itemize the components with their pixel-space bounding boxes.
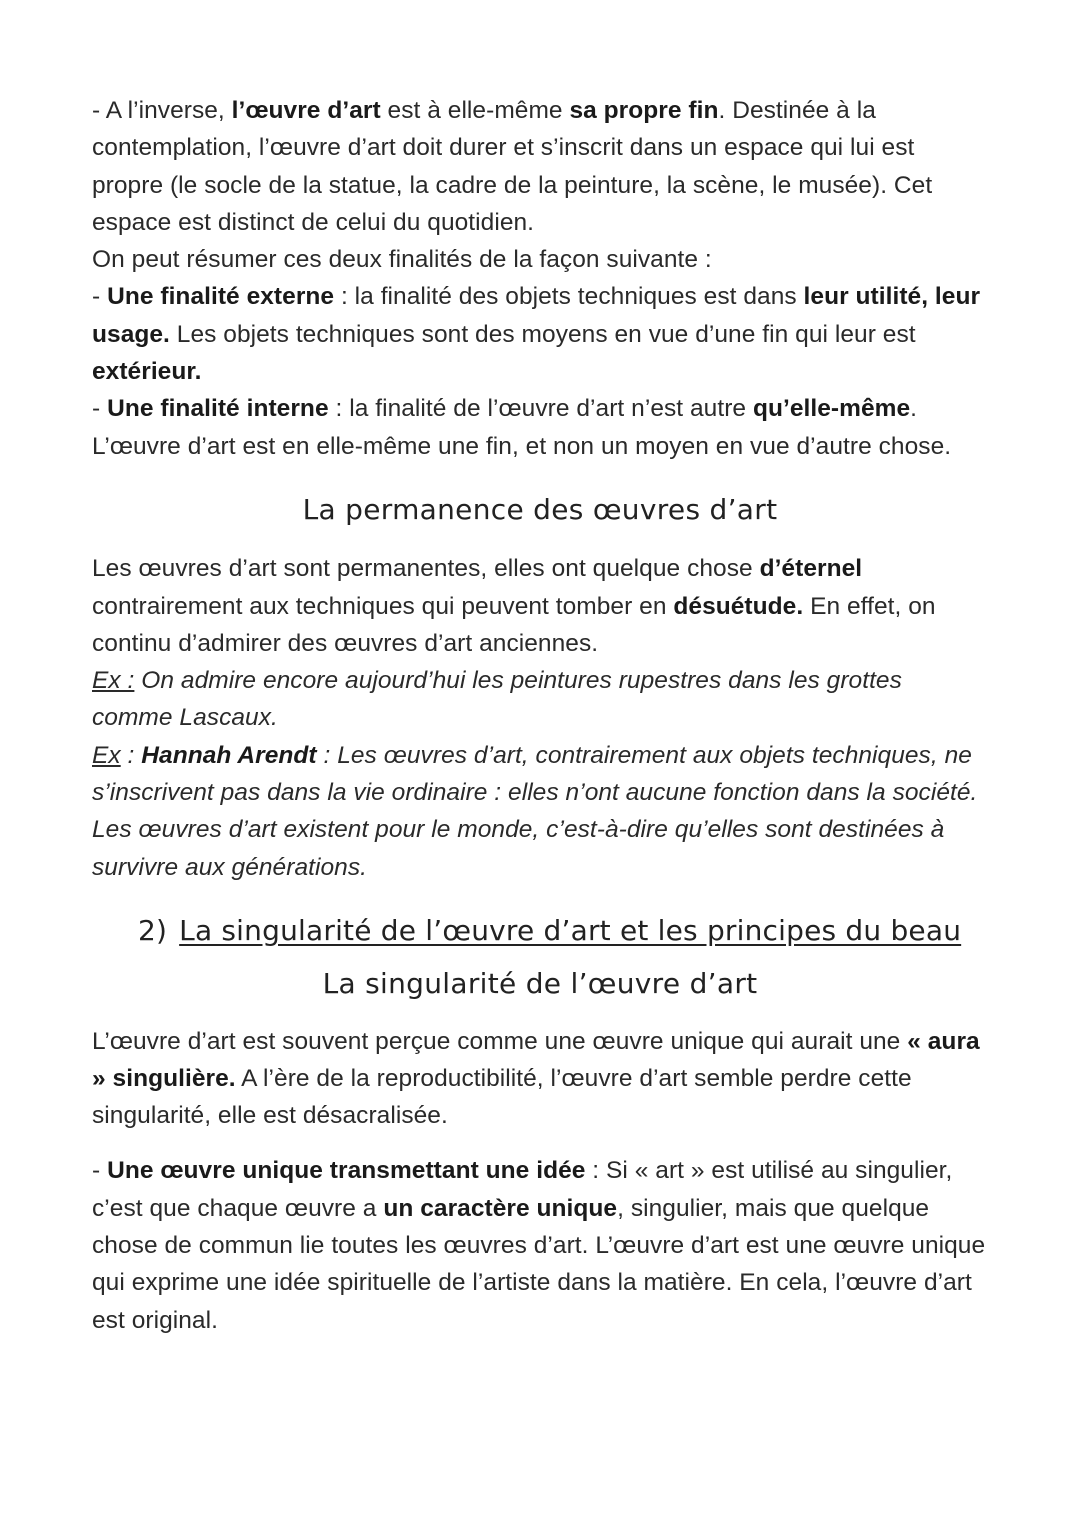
text: En effet, on continu d’admirer des œuvres d’art anciennes. bbox=[92, 592, 936, 657]
text: Les œuvres d’art sont permanentes, elles ont quelque chose bbox=[92, 555, 760, 583]
section-number: 2) bbox=[138, 913, 168, 947]
text: - bbox=[92, 395, 108, 423]
section-title: La singularité de l’œuvre d’art et les principes du beau bbox=[179, 913, 962, 947]
text: Les objets techniques sont des moyens en vue d’une fin qui leur est bbox=[169, 320, 916, 348]
text: : Si « art » est utilisé au singulier, c’est que chaque œuvre a bbox=[92, 1157, 953, 1222]
bold-term: un caractère unique bbox=[383, 1194, 618, 1222]
author-name: Hannah Arendt bbox=[141, 741, 317, 769]
text: - bbox=[92, 283, 108, 311]
paragraph-resume bbox=[92, 241, 988, 278]
paragraph-singularite bbox=[92, 1023, 988, 1135]
text: : la finalité de l’œuvre d’art n’est autre bbox=[328, 395, 753, 423]
bold-term: Une finalité externe bbox=[107, 283, 335, 311]
text: , singulier, mais que quelque chose de commun lie toutes les œuvres d’art. L’œuvre d’art est une œuvre unique qui exprime une idée spirituelle de l’artiste dans la matière. En cela, l’œuvre d’art est original. bbox=[92, 1194, 986, 1334]
bold-term: d’éternel bbox=[759, 555, 863, 583]
paragraph-permanence bbox=[92, 550, 988, 662]
text: On peut résumer ces deux finalités de la façon suivante : bbox=[92, 246, 712, 274]
bold-term: l’œuvre d’art bbox=[231, 97, 381, 124]
bold-term: qu’elle-même bbox=[752, 395, 911, 423]
bold-term: leur utilité, leur usage. bbox=[92, 283, 981, 348]
example-label: Ex bbox=[92, 741, 121, 769]
text: - bbox=[92, 1157, 108, 1185]
text: L’œuvre d’art est souvent perçue comme une œuvre unique qui aurait une bbox=[92, 1027, 908, 1055]
paragraph-oeuvre-fin bbox=[92, 92, 988, 241]
bold-term: désuétude. bbox=[673, 592, 804, 620]
text: On admire encore aujourd’hui les peintures rupestres dans les grottes comme Lascaux. bbox=[92, 667, 902, 732]
heading-singularite: La singularité de l’œuvre d’art bbox=[322, 967, 758, 1001]
bold-term: « aura » singulière. bbox=[92, 1027, 980, 1092]
bold-term: Une œuvre unique transmettant une idée bbox=[107, 1157, 586, 1185]
heading-permanence: La permanence des œuvres d’art bbox=[302, 492, 778, 526]
section-2-title bbox=[138, 912, 988, 949]
paragraph-finalite-interne bbox=[92, 390, 988, 465]
example-label: Ex : bbox=[92, 667, 135, 695]
paragraph-finalite-externe bbox=[92, 278, 988, 390]
paragraph-oeuvre-unique bbox=[92, 1152, 988, 1338]
example-lascaux bbox=[92, 662, 988, 737]
bold-term: Une finalité interne bbox=[107, 395, 329, 423]
text: A l’ère de la reproductibilité, l’œuvre d’art semble perdre cette singularité, elle est désacralisée. bbox=[92, 1064, 912, 1130]
text: est à elle-même bbox=[380, 97, 570, 124]
example-arendt bbox=[92, 737, 988, 886]
text: - A l’inverse, bbox=[92, 97, 232, 124]
text: : bbox=[120, 741, 142, 769]
text: : Les œuvres d’art, contrairement aux objets techniques, ne s’inscrivent pas dans la vie ordinaire : elles n’ont aucune fonction dans la société. Les œuvres d’art existent pour le monde, c’est-à-dire qu’elles sont destinées à survivre aux générations. bbox=[92, 741, 978, 881]
text: . L’œuvre d’art est en elle-même une fin, et non un moyen en vue d’autre chose. bbox=[92, 395, 952, 460]
text: contrairement aux techniques qui peuvent tomber en bbox=[92, 592, 674, 620]
text: . Destinée à la contemplation, l’œuvre d’art doit durer et s’inscrit dans un espace qui lui est propre (le socle de la statue, la cadre de la peinture, la scène, le musée). Cet espace est distinct de celui du quotidien. bbox=[92, 97, 933, 236]
bold-term: extérieur. bbox=[92, 358, 202, 386]
bold-term: sa propre fin bbox=[569, 97, 719, 124]
text: : la finalité des objets techniques est dans bbox=[334, 283, 804, 311]
